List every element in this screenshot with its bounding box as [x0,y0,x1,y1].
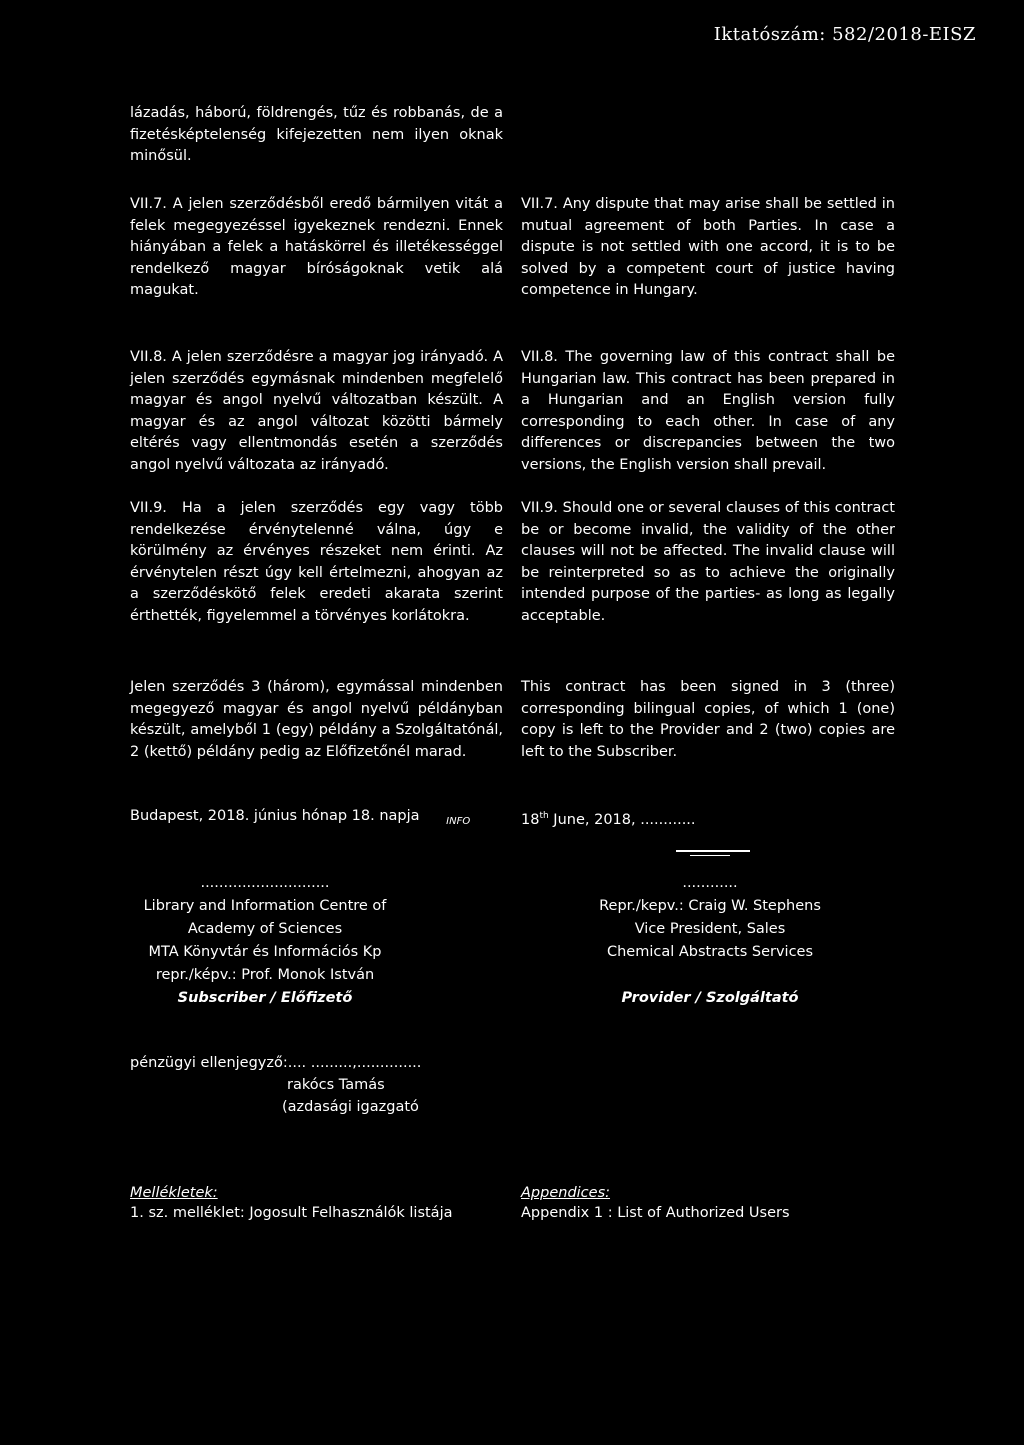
subscriber-signature-block [110,872,420,1010]
copies-paragraph-hu: Jelen szerződés 3 (három), egymással mindenben megegyező magyar és angol nyelvű példányban készült, amelyből 1 (egy) példány a Szolgáltatónál, 2 (kettő) példány pedig az Előfizetőnél marad. [130,679,503,760]
provider-role: Provider / Szolgáltató [621,990,799,1006]
finance-officer-name: rakócs Tamás [287,1077,385,1093]
provider-signature-dots: ............ [682,875,738,891]
subscriber-representative: repr./képv.: Prof. Monok István [155,967,375,983]
clause-vii8-en: VII.8. The governing law of this contract shall be Hungarian law. This contract has been prepared in a Hungarian and an English version fully corresponding to each other. In case of any differences or discrepancies between the two versions, the English version shall prevail. [521,349,895,473]
subscriber-org-line2: Academy of Sciences [187,921,343,937]
document-reference: Iktatószám: 582/2018-EISZ [713,24,976,45]
clause-vii8-hu: VII.8. A jelen szerződésre a magyar jog irányadó. A jelen szerződés egymásnak mindenben megfelelő magyar és angol nyelvű változatban készült. A magyar és az angol változat közötti bármely eltérés vagy ellentmondás esetén a szerződés angol nyelvű változata az irányadó. [130,349,503,473]
copies-paragraph-en: This contract has been signed in 3 (three) corresponding bilingual copies, of which 1 (one) copy is left to the Provider and 2 (two) copies are left to the Subscriber. [521,679,895,760]
appendix-item-en: Appendix 1 : List of Authorized Users [521,1205,790,1221]
appendix-item-hu: 1. sz. melléklet: Jogosult Felhasználók listája [130,1205,453,1221]
provider-title: Vice President, Sales [634,921,786,937]
provider-signature-block [570,872,850,1010]
subscriber-org-line3: MTA Könyvtár és Információs Kp [148,944,382,960]
clause-vii9-hu: VII.9. Ha a jelen szerződés egy vagy több rendelkezése érvénytelenné válna, úgy e körülmény az érvényes részeket nem érinti. Az érvénytelen részt úgy kell értelmezni, ahogyan az a szerződéskötő felek eredeti akarata szerint érthették, figyelemmel a törvényes korlátokra. [130,500,503,624]
finance-officer-title: (azdasági igazgató [282,1099,419,1115]
provider-representative: Repr./kepv.: Craig W. Stephens [599,898,821,914]
clause-vii9-en: VII.9. Should one or several clauses of this contract be or become invalid, the validity of the other clauses will not be affected. The invalid clause will be reinterpreted so as to achieve the originally intended purpose of the parties- as long as legally acceptable. [521,500,895,624]
subscriber-role: Subscriber / Előfizető [177,990,353,1006]
signature-stroke [676,850,750,852]
clause-vii7-en: VII.7. Any dispute that may arise shall be settled in mutual agreement of both Parties. In case a dispute is not settled with one accord, it is to be solved by a competent court of justice having competence in Hungary. [521,196,895,298]
finance-countersign-label: pénzügyi ellenjegyző:.... .........,.............. [130,1055,422,1071]
signature-stroke-lower [690,855,730,856]
intro-paragraph-hu: lázadás, háború, földrengés, tűz és robbanás, de a fizetésképtelenség kifejezetten nem ilyen oknak minősül. [130,105,503,164]
subscriber-signature-dots: ............................ [200,875,330,891]
clause-vii7-hu: VII.7. A jelen szerződésből eredő bármilyen vitát a felek megegyezéssel igyekeznek rendezni. Ennek hiányában a felek a hatáskörrel és illetékességgel rendelkező magyar bíróságoknak vetik alá magukat. [130,196,503,298]
place-date-en: 18th June, 2018, ............ [521,811,696,828]
appendices-heading-hu: Mellékletek: [130,1185,218,1201]
subscriber-org-line1: Library and Information Centre of [143,898,387,914]
provider-organization: Chemical Abstracts Services [606,944,814,960]
place-date-hu: Budapest, 2018. június hónap 18. napja $_{INFO}$ [130,808,471,827]
appendices-heading-en: Appendices: [521,1185,611,1201]
info-stamp: INFO [446,816,471,827]
